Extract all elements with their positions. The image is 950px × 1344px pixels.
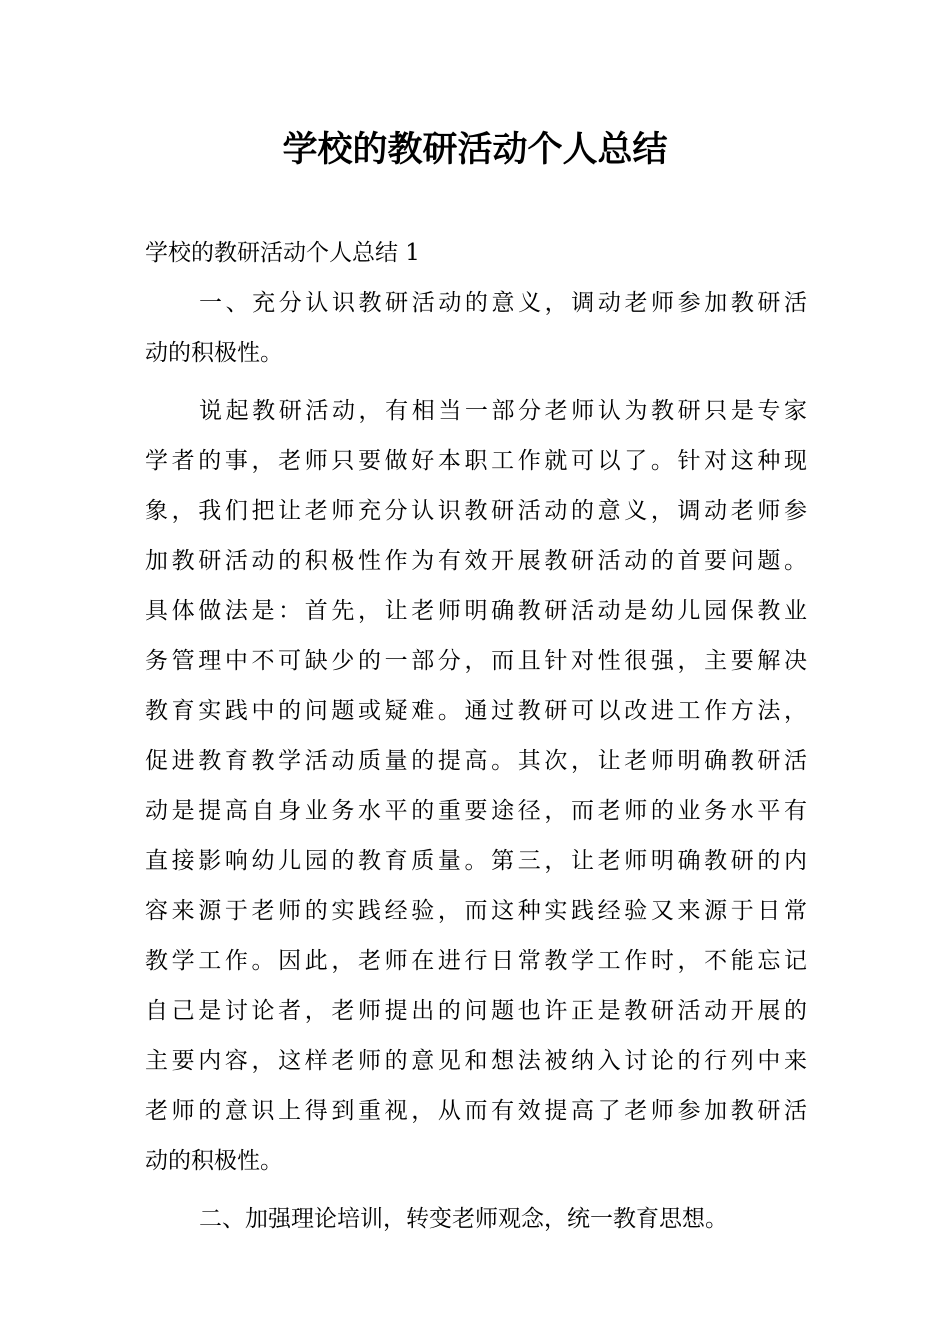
paragraph-line: 主要内容，这样老师的意见和想法被纳入讨论的行列中来 <box>145 1048 807 1074</box>
paragraph-line: 自己是讨论者，老师提出的问题也许正是教研活动开展的 <box>145 998 807 1024</box>
paragraph-line: 容来源于老师的实践经验，而这种实践经验又来源于日常 <box>145 898 807 924</box>
paragraph-line: 动的积极性。 <box>145 1148 283 1174</box>
paragraph-3 <box>145 1194 807 1244</box>
section-heading: 学校的教研活动个人总结 1 <box>145 240 420 266</box>
document-body <box>145 228 807 1244</box>
paragraph-line: 学者的事，老师只要做好本职工作就可以了。针对这种现 <box>145 448 807 474</box>
paragraph-line: 动是提高自身业务水平的重要途径，而老师的业务水平有 <box>145 798 807 824</box>
paragraph-1 <box>145 278 807 378</box>
paragraph-line: 务管理中不可缺少的一部分，而且针对性很强，主要解决 <box>145 648 807 674</box>
paragraph-line: 动的积极性。 <box>145 340 283 366</box>
paragraph-line: 说起教研活动，有相当一部分老师认为教研只是专家 <box>199 398 807 424</box>
paragraph-line: 具体做法是：首先，让老师明确教研活动是幼儿园保教业 <box>145 598 807 624</box>
paragraph-line: 象，我们把让老师充分认识教研活动的意义，调动老师参 <box>145 498 807 524</box>
paragraph-line: 促进教育教学活动质量的提高。其次，让老师明确教研活 <box>145 748 807 774</box>
paragraph-line: 教学工作。因此，老师在进行日常教学工作时，不能忘记 <box>145 948 807 974</box>
paragraph-line: 加教研活动的积极性作为有效开展教研活动的首要问题。 <box>145 548 807 574</box>
paragraph-line: 直接影响幼儿园的教育质量。第三，让老师明确教研的内 <box>145 848 807 874</box>
paragraph-line: 一、充分认识教研活动的意义，调动老师参加教研活 <box>199 290 807 316</box>
paragraph-2 <box>145 386 807 1186</box>
paragraph-line: 教育实践中的问题或疑难。通过教研可以改进工作方法， <box>145 698 807 724</box>
paragraph-line: 老师的意识上得到重视，从而有效提高了老师参加教研活 <box>145 1098 807 1124</box>
document-title: 学校的教研活动个人总结 <box>282 130 668 170</box>
paragraph-line: 二、加强理论培训，转变老师观念，统一教育思想。 <box>199 1206 728 1232</box>
